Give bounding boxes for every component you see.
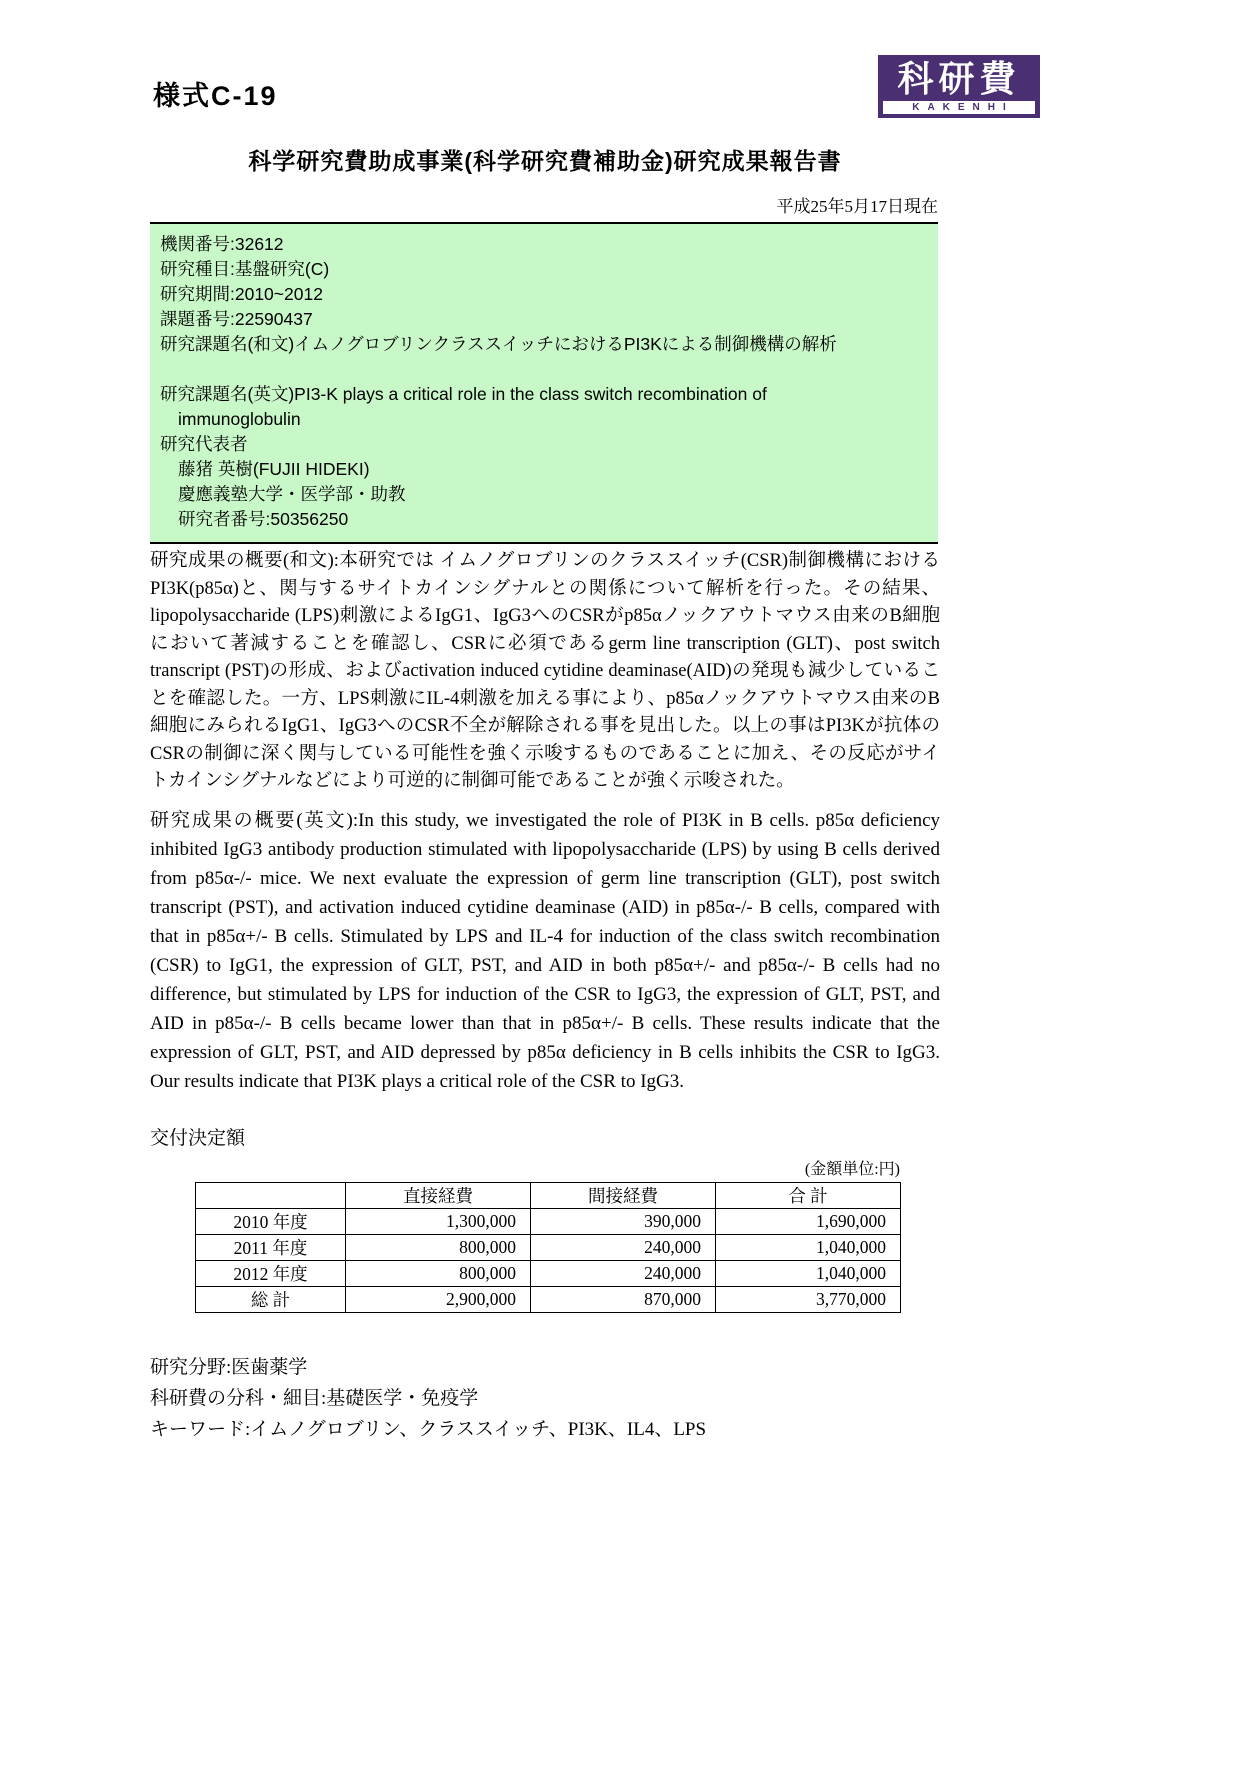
project-title-en: 研究課題名(英文)PI3-K plays a critical role in the class switch recombination of <box>160 384 767 404</box>
project-title-ja: 研究課題名(和文)イムノグロブリンクラススイッチにおけるPI3Kによる制御機構の解析 <box>160 334 837 354</box>
grant-header-empty-cell <box>196 1183 346 1209</box>
grant-header-direct: 直接経費 <box>346 1183 531 1209</box>
currency-unit-note: (金額単位:円) <box>804 1161 900 1178</box>
summary-english-text: In this study, we investigated the role of PI3K in B cells. p85α deficiency inhibited IgG3 antibody production stimulated with lipopolysaccharide (LPS) by using B cells derived from p85α-/- mice. We next evaluate the expression of germ line transcription (GLT), post switch transcript (PST), and activation induced cytidine deaminase (AID) in p85α-/- B cells, compared with that in p85α+/- B cells. Stimulated by LPS and IL-4 for induction of the class switch recombination (CSR) to IgG1, the expression of GLT, PST, and AID in both p85α+/- and p85α-/- B cells had no difference, but stimulated by LPS for induction of the CSR to IgG3, the expression of GLT, PST, and AID in p85α-/- B cells became lower than that in p85α+/- B cells. These results indicate that the expression of GLT, PST, and AID depressed by p85α deficiency in B cells inhibits the CSR to IgG3. Our results indicate that PI3K plays a critical role of the CSR to IgG3. <box>150 810 940 1092</box>
grant-amount-table <box>195 1182 901 1313</box>
grant-table-row-2012 <box>196 1261 901 1287</box>
grant-table-row-total <box>196 1287 901 1313</box>
grant-row-label: 2010 年度 <box>196 1209 346 1235</box>
summary-japanese <box>150 548 940 796</box>
grant-direct-cost: 800,000 <box>346 1235 531 1261</box>
grant-table-row-2011 <box>196 1235 901 1261</box>
summary-japanese-label: 研究成果の概要(和文): <box>150 551 339 571</box>
form-code: 様式C-19 <box>153 81 278 111</box>
project-info-box <box>150 222 938 544</box>
grant-direct-cost: 1,300,000 <box>346 1209 531 1235</box>
grant-total-cost: 1,040,000 <box>716 1261 901 1287</box>
keywords-line: キーワード:イムノグロブリン、クラススイッチ、PI3K、IL4、LPS <box>150 1419 707 1440</box>
grant-direct-cost: 800,000 <box>346 1261 531 1287</box>
summary-japanese-text: 本研究では イムノグロブリンのクラススイッチ(CSR)制御機構におけるPI3K(p85α)と、関与するサイトカインシグナルとの関係について解析を行った。その結果、lipopolysaccharide (LPS)刺激によるIgG1、IgG3へのCSRがp85αノックアウトマウス由来のB細胞において著減することを確認し、CSRに必須であるgerm line transcription (GLT)、post switch transcript (PST)の形成、およびactivation induced cytidine deaminase(AID)の発現も減少していることを確認した。一方、LPS刺激にIL-4刺激を加える事により、p85αノックアウトマウス由来のB細胞にみられるIgG1、IgG3へのCSR不全が解除される事を見出した。以上の事はPI3Kが抗体のCSRの制御に深く関与している可能性を強く示唆するものであることに加え、その反応がサイトカインシグナルなどにより可逆的に制御可能であることが強く示唆された。 <box>150 551 940 791</box>
grant-header-total: 合 計 <box>716 1183 901 1209</box>
grant-indirect-cost: 240,000 <box>531 1261 716 1287</box>
principal-investigator-affiliation: 慶應義塾大学・医学部・助教 <box>178 484 406 504</box>
grant-row-label: 総 計 <box>196 1287 346 1313</box>
institution-number: 機関番号:32612 <box>160 234 284 254</box>
grant-table-row-2010 <box>196 1209 901 1235</box>
summary-english <box>150 806 940 1096</box>
principal-investigator-name: 藤猪 英樹(FUJII HIDEKI) <box>178 459 370 479</box>
grant-table-header-row <box>196 1183 901 1209</box>
grant-total-cost: 1,690,000 <box>716 1209 901 1235</box>
research-field-line: 研究分野:医歯薬学 <box>150 1357 308 1378</box>
grant-row-label: 2012 年度 <box>196 1261 346 1287</box>
grant-amount-heading: 交付決定額 <box>150 1128 246 1149</box>
subfield-line: 科研費の分科・細目:基礎医学・免疫学 <box>150 1388 479 1409</box>
researcher-number: 研究者番号:50356250 <box>178 509 349 529</box>
footer-metadata <box>150 1352 706 1445</box>
research-period: 研究期間:2010~2012 <box>160 284 323 304</box>
grant-total-cost: 3,770,000 <box>716 1287 901 1313</box>
grant-indirect-cost: 870,000 <box>531 1287 716 1313</box>
kakenhi-logo <box>878 55 1040 118</box>
research-category: 研究種目:基盤研究(C) <box>160 259 330 279</box>
grant-row-label: 2011 年度 <box>196 1235 346 1261</box>
kakenhi-logo-roman: KAKENHI <box>883 101 1035 114</box>
project-title-en-continued: immunoglobulin <box>178 409 301 429</box>
project-number: 課題番号:22590437 <box>160 309 313 329</box>
grant-indirect-cost: 240,000 <box>531 1235 716 1261</box>
grant-indirect-cost: 390,000 <box>531 1209 716 1235</box>
current-date-line: 平成25年5月17日現在 <box>776 197 938 216</box>
grant-total-cost: 1,040,000 <box>716 1235 901 1261</box>
summary-english-label: 研究成果の概要(英文): <box>150 810 359 831</box>
principal-investigator-label: 研究代表者 <box>160 434 248 454</box>
document-title: 科学研究費助成事業(科学研究費補助金)研究成果報告書 <box>248 148 842 174</box>
grant-header-indirect: 間接経費 <box>531 1183 716 1209</box>
grant-direct-cost: 2,900,000 <box>346 1287 531 1313</box>
kakenhi-logo-kanji: 科研費 <box>897 58 1021 99</box>
